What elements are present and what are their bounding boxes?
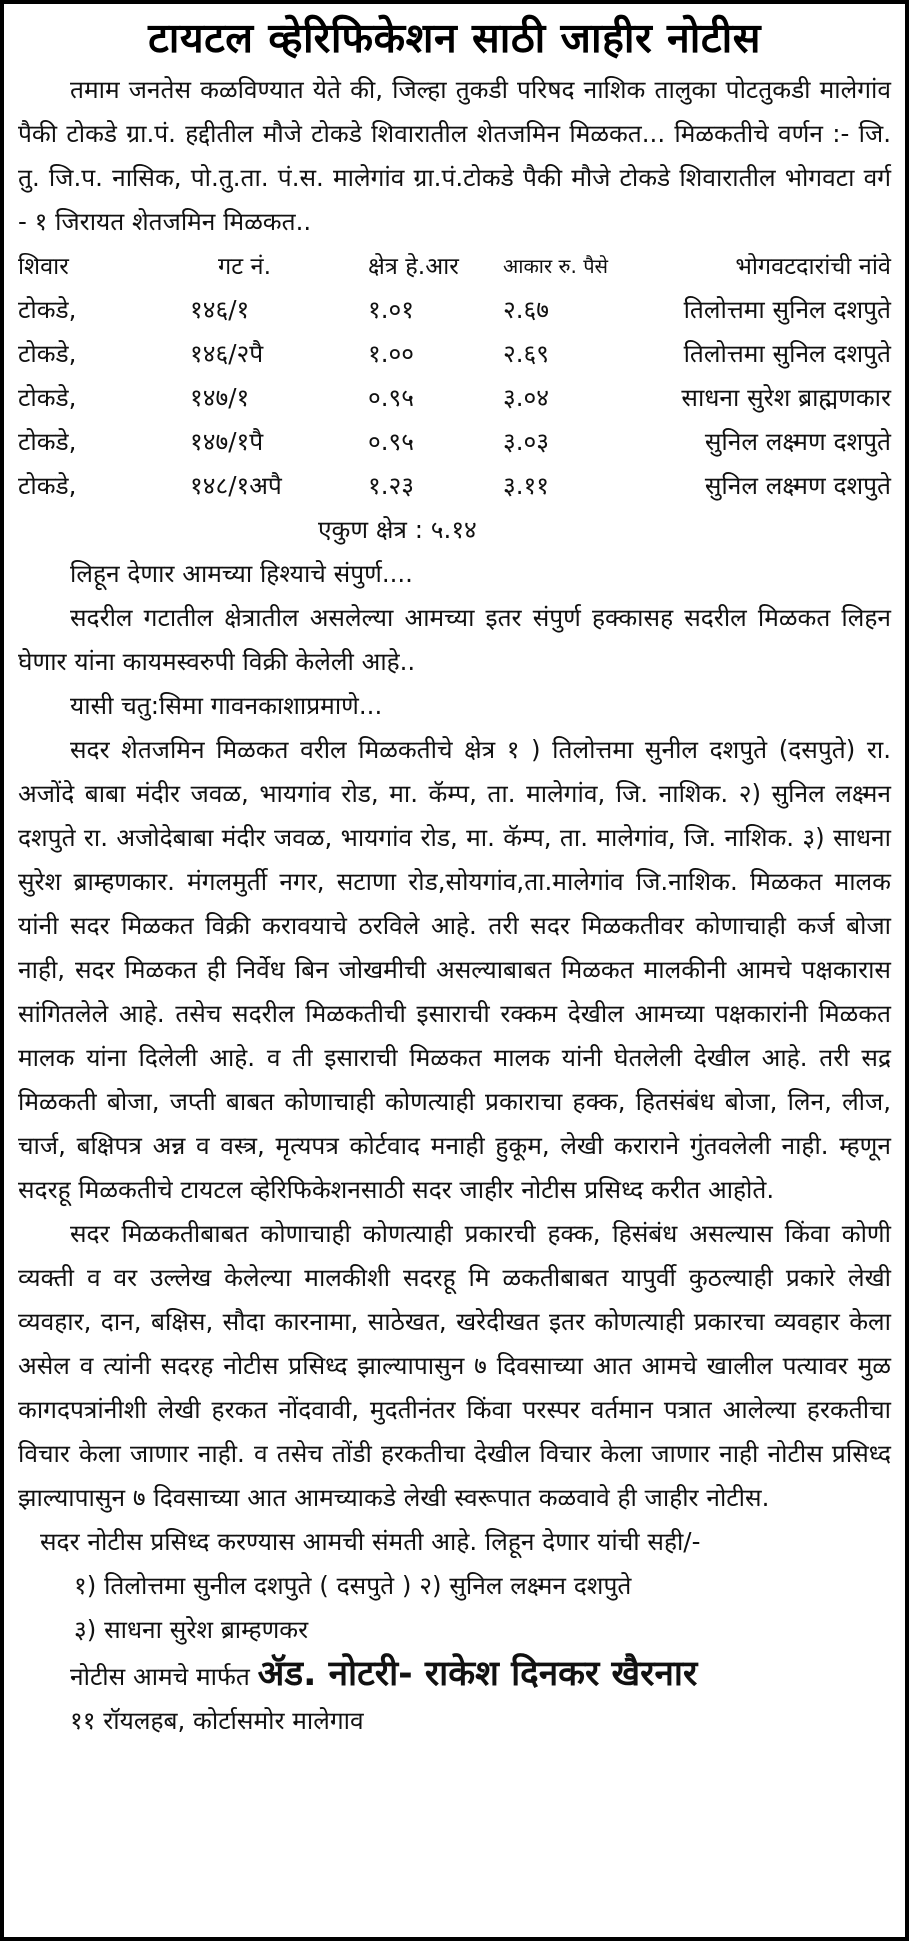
table-row bbox=[18, 288, 891, 332]
cell-gat-no: १४६/१ bbox=[190, 295, 250, 324]
cell-akar: ३.०३ bbox=[503, 427, 550, 456]
cell-shivar: टोकडे, bbox=[18, 339, 77, 368]
cell-gat-no: १४७/१पै bbox=[190, 427, 264, 456]
land-table-header bbox=[18, 244, 891, 288]
objection-paragraph: सदर मिळकतीबाबत कोणाचाही कोणत्याही प्रकारची हक्क, हिसंबंध असल्यास किंवा कोणी व्यक्ती व वर उल्लेख केलेल्या मालकीशी सदरहू मि ळकतीबाबत यापुर्वी कुठल्याही प्रकारे लेखी व्यवहार, दान, बक्षिस, सौदा कारनामा, साठेखत, खरेदीखत इतर कोणत्याही प्रकारचा व्यवहार केला असेल व त्यांनी सदरह नोटीस प्रसिध्द झाल्यापासुन ७ दिवसाच्या आत आमचे खालील पत्यावर मुळ कागदपत्रांनीशी लेखी हरकत नोंदवावी, मुदतीनंतर किंवा परस्पर वर्तमान पत्रात आलेल्या हरकतीचा विचार केला जाणार नाही. व तसेच तोंडी हरकतीचा देखील विचार केला जाणार नाही नोटीस प्रसिध्द झाल्यापासुन ७ दिवसाच्या आत आमच्याकडे लेखी स्वरूपात कळवावे ही जाहीर नोटीस. bbox=[18, 1219, 891, 1512]
col-header-area: क्षेत्र हे.आर bbox=[368, 252, 459, 280]
through-label: नोटीस आमचे मार्फत bbox=[70, 1662, 250, 1691]
cell-owner: तिलोत्तमा सुनिल दशपुते bbox=[683, 339, 891, 368]
cell-owner: साधना सुरेश ब्राह्मणकार bbox=[681, 383, 891, 412]
col-header-gat-no: गट नं. bbox=[218, 252, 272, 280]
notary-name: ॲड. नोटरी- राकेश दिनकर खैरनार bbox=[257, 1654, 698, 1694]
cell-gat-no: १४८/१अपै bbox=[190, 471, 282, 500]
table-row bbox=[18, 376, 891, 420]
consent-line: सदर नोटीस प्रसिध्द करण्यास आमची संमती आहे. लिहून देणार यांची सही/- bbox=[40, 1527, 701, 1556]
main-paragraph: सदर शेतजमिन मिळकत वरील मिळकतीचे क्षेत्र १ ) तिलोत्तमा सुनील दशपुते (दसपुते) रा. अजोंदे बाबा मंदीर जवळ, भायगांव रोड, मा. कॅम्प, ता. मालेगांव, जि. नाशिक. २) सुनिल लक्ष्मन दशपुते रा. अजोदेबाबा मंदीर जवळ, भायगांव रोड, मा. कॅम्प, ता. मालेगांव, जि. नाशिक. ३) साधना सुरेश ब्राम्हणकार. मंगलमुर्ती नगर, सटाणा रोड,सोयगांव,ता.मालेगांव जि.नाशिक. मिळकत मालक यांनी सदर मिळकत विक्री करावयाचे ठरविले आहे. तरी सदर मिळकतीवर कोणाचाही कर्ज बोजा नाही, सदर मिळकत ही निर्वेध बिन जोखमीची असल्याबाबत मिळकत मालकीनी आमचे पक्षकारास सांगितलेले आहे. तसेच सदरील मिळकतीची इसाराची रक्कम देखील आमच्या पक्षकारांनी मिळकत मालक यांना दिलेली आहे. व ती इसाराची मिळकत मालक यांनी घेतलेली देखील आहे. तरी सद्र मिळकती बोजा, जप्ती बाबत कोणाचाही कोणत्याही प्रकाराचा हक्क, हितसंबंध बोजा, लिन, लीज, चार्ज, बक्षिपत्र अन्न व वस्त्र, मृत्यपत्र कोर्टवाद मनाही हुकूम, लेखी कराराने गुंतवलेली नाही. म्हणून सदरहू मिळकतीचे टायटल व्हेरिफिकेशनसाठी सदर जाहीर नोटीस प्रसिध्द करीत आहोते. bbox=[18, 735, 891, 1204]
signatories-line-2: ३) साधना सुरेश ब्राम्हणकर bbox=[74, 1615, 309, 1644]
table-row bbox=[18, 420, 891, 464]
cell-gat-no: १४७/१ bbox=[190, 383, 250, 412]
cell-akar: ३.११ bbox=[503, 471, 550, 500]
cell-area: ०.९५ bbox=[368, 427, 415, 456]
intro-paragraph: तमाम जनतेस कळविण्यात येते की, जिल्हा तुकडी परिषद नाशिक तालुका पोटतुकडी मालेगांव पैकी टोकडे ग्रा.पं. हद्दीतील मौजे टोकडे शिवारातील शेतजमिन मिळकत... मिळकतीचे वर्णन :- जि. तु. जि.प. नासिक, पो.तु.ता. पं.स. मालेगांव ग्रा.पं.टोकडे पैकी मौजे टोकडे शिवारातील भोगवटा वर्ग - १ जिरायत शेतजमिन मिळकत.. bbox=[18, 75, 891, 236]
cell-owner: सुनिल लक्ष्मण दशपुते bbox=[704, 471, 891, 500]
write-paragraph: लिहून देणार आमच्या हिश्याचे संपुर्ण.... bbox=[70, 559, 413, 588]
cell-owner: तिलोत्तमा सुनिल दशपुते bbox=[683, 295, 891, 324]
cell-area: १.२३ bbox=[368, 471, 415, 500]
land-table bbox=[18, 244, 891, 508]
cell-shivar: टोकडे, bbox=[18, 383, 77, 412]
cell-shivar: टोकडे, bbox=[18, 471, 77, 500]
col-header-shivar: शिवार bbox=[18, 252, 69, 280]
cell-shivar: टोकडे, bbox=[18, 427, 77, 456]
notary-address: ११ रॉयलहब, कोर्टासमोर मालेगाव bbox=[70, 1706, 364, 1735]
cell-akar: २.६७ bbox=[503, 295, 550, 324]
cell-area: ०.९५ bbox=[368, 383, 415, 412]
col-header-akar: आकार रु. पैसे bbox=[503, 254, 609, 278]
cell-akar: २.६९ bbox=[503, 339, 550, 368]
cell-akar: ३.०४ bbox=[503, 383, 550, 412]
cell-area: १.०१ bbox=[368, 295, 415, 324]
sold-paragraph: सदरील गटातील क्षेत्रातील असलेल्या आमच्या इतर संपुर्ण हक्कासह सदरील मिळकत लिहन घेणार यांना कायमस्वरुपी विक्री केलेली आहे.. bbox=[18, 603, 891, 676]
table-row bbox=[18, 332, 891, 376]
boundary-paragraph: यासी चतु:सिमा गावनकाशाप्रमाणे... bbox=[70, 691, 383, 720]
cell-gat-no: १४६/२पै bbox=[190, 339, 264, 368]
signatories-line-1: १) तिलोत्तमा सुनील दशपुते ( दसपुते ) २) सुनिल लक्ष्मन दशपुते bbox=[74, 1571, 632, 1600]
total-area: एकुण क्षेत्र : ५.१४ bbox=[318, 515, 477, 544]
notary-line bbox=[18, 1652, 891, 1699]
cell-shivar: टोकडे, bbox=[18, 295, 77, 324]
notice-title: टायटल व्हेरिफिकेशन साठी जाहीर नोटीस bbox=[148, 14, 761, 62]
table-row bbox=[18, 464, 891, 508]
col-header-owners: भोगवटदारांची नांवे bbox=[735, 252, 891, 280]
cell-area: १.०० bbox=[368, 339, 415, 368]
cell-owner: सुनिल लक्ष्मण दशपुते bbox=[704, 427, 891, 456]
